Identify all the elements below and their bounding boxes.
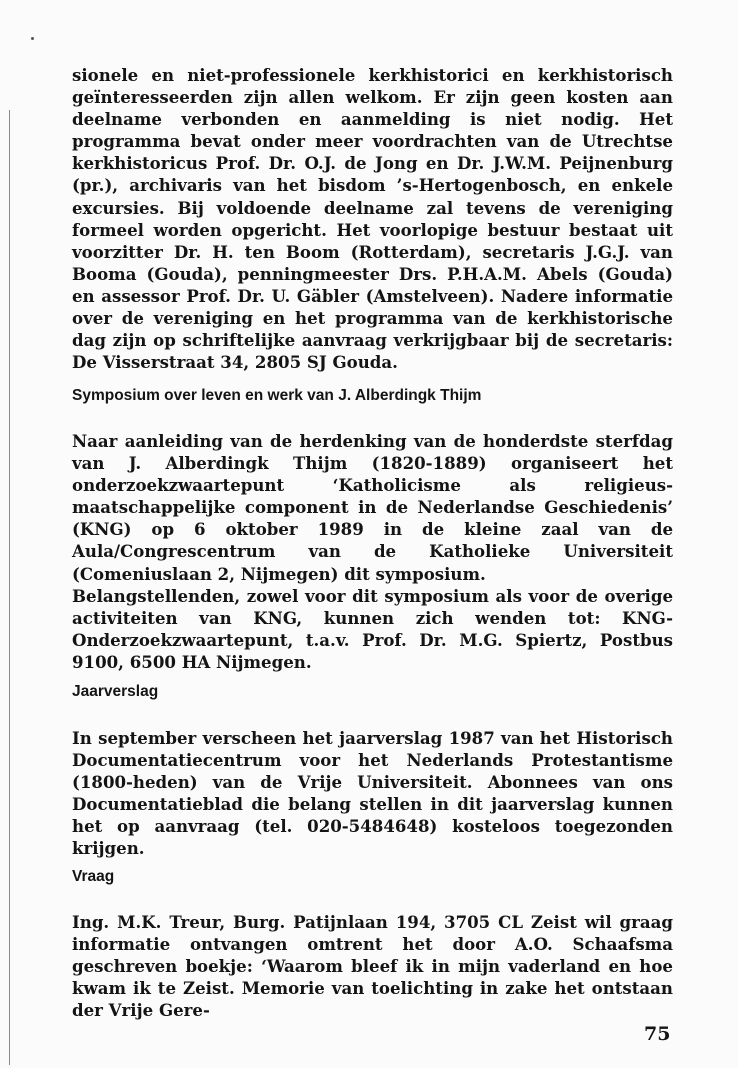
intro-section [72,64,673,373]
intro-paragraph: sionele en niet-professionele kerkhistorici en kerkhistorisch geïnteresseerden zijn allen welkom. Er zijn geen kosten aan deelname verbonden en aanmelding is niet nodig. Het programma bevat onder meer voordrachten van de Utrechtse kerkhistoricus Prof. Dr. O.J. de Jong en Dr. J.W.M. Peijnenburg (pr.), archivaris van het bisdom ’s-Hertogenbosch, en enkele excursies. Bij voldoende deelname zal tevens de vereniging formeel worden opgericht. Het voorlopige bestuur bestaat uit voorzitter Dr. H. ten Boom (Rotterdam), secretaris J.G.J. van Booma (Gouda), penningmeester Drs. P.H.A.M. Abels (Gouda) en assessor Prof. Dr. U. Gäbler (Amstelveen). Nadere informatie over de vereniging en het programma van de kerkhistorische dag zijn op schriftelijke aanvraag verkrijgbaar bij de secretaris: De Visserstraat 34, 2805 SJ Gouda. [72,65,673,373]
jaarverslag-paragraph: In september verscheen het jaarverslag 1987 van het Historisch Documentatiecentrum voor het Nederlands Protestantisme (1800-heden) van de Vrije Universiteit. Abonnees van ons Documentatieblad die belang stellen in dit jaarverslag kunnen het op aanvraag (tel. 020-5484648) kosteloos toegezonden krijgen. [72,728,673,859]
symposium-paragraph-2: Belangstellenden, zowel voor dit symposium als voor de overige activiteiten van KNG, kunnen zich wenden tot: KNG-Onderzoekzwaartepunt, t.a.v. Prof. Dr. M.G. Spiertz, Postbus 9100, 6500 HA Nijmegen. [72,585,673,672]
symposium-paragraph-1: Naar aanleiding van de herdenking van de honderdste sterfdag van J. Alberdingk Thijm (1820-1889) organiseert het onderzoekzwaartepunt ‘Katholicisme als religieus-maatschappelijke component in de Nederlandse Geschiedenis’ (KNG) op 6 oktober 1989 in de kleine zaal van de Aula/Congrescentrum van de Katholieke Universiteit (Comeniuslaan 2, Nijmegen) dit symposium. [72,431,673,584]
heading-symposium: Symposium over leven en werk van J. Alberdingk Thijm [72,387,482,404]
scan-margin-line [9,110,10,1065]
heading-jaarverslag: Jaarverslag [72,683,159,700]
vraag-section [72,911,673,1021]
vraag-paragraph: Ing. M.K. Treur, Burg. Patijnlaan 194, 3705 CL Zeist wil graag informatie ontvangen omtrent het door A.O. Schaafsma geschreven boekje: ‘Waarom bleef ik in mijn vaderland en hoe kwam ik te Zeist. Memorie van toelichting in zake het ontstaan der Vrije Gere- [72,912,673,1021]
scan-speck [31,37,34,40]
heading-vraag: Vraag [72,868,115,885]
symposium-section [72,430,673,673]
page-number: 75 [644,1023,671,1045]
jaarverslag-section [72,727,673,860]
